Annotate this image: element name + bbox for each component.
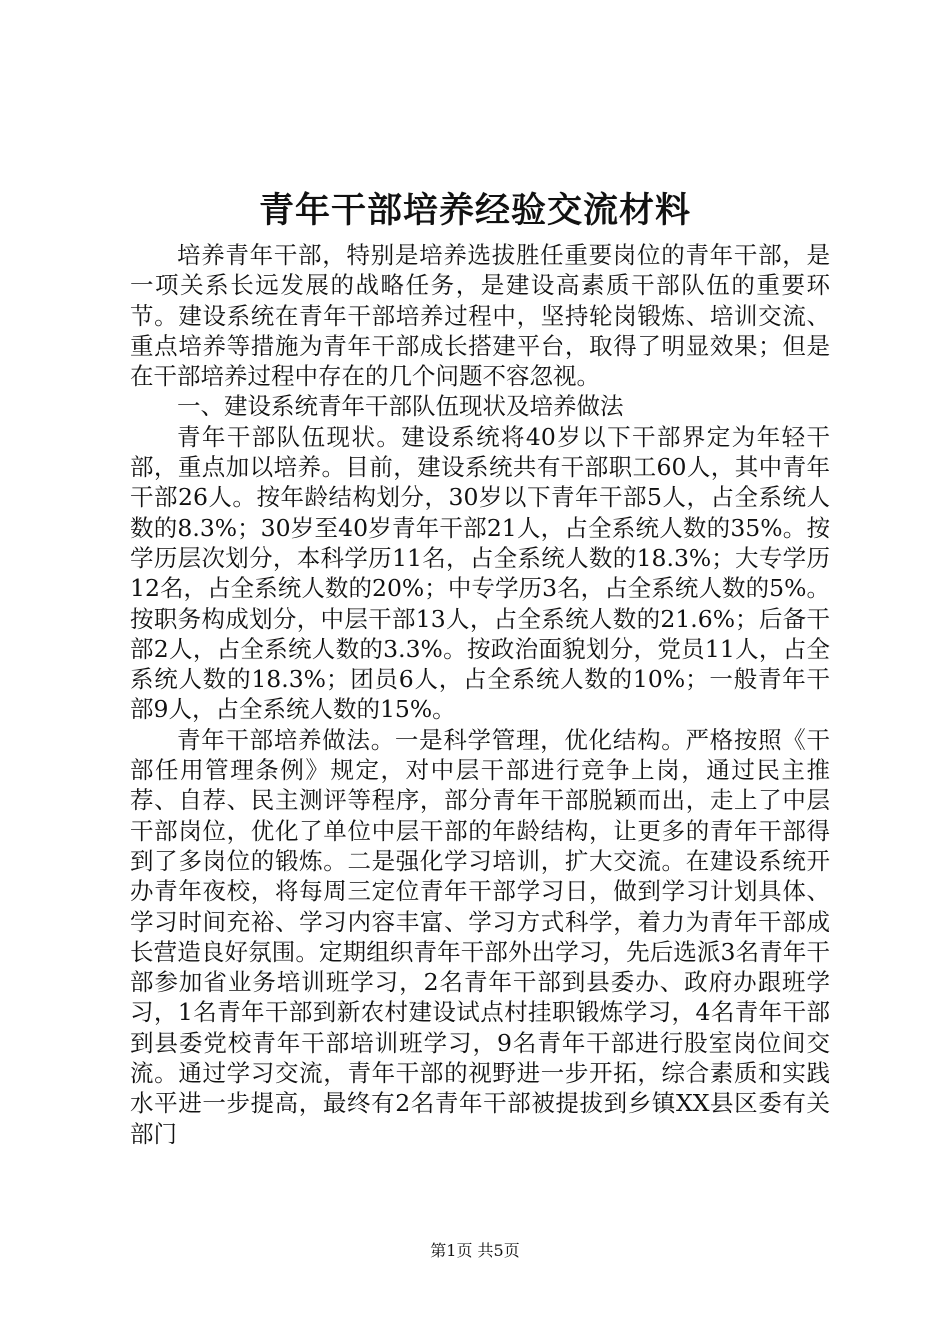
section-heading: 一、建设系统青年干部队伍现状及培养做法 [177, 392, 624, 421]
paragraph-status: 青年干部队伍现状。建设系统将40岁以下干部界定为年轻干部，重点加以培养。目前，建设系统共有干部职工60人，其中青年干部26人。按年龄结构划分，30岁以下青年干部5人，占全系统人数的8.3%；30岁至40岁青年干部21人，占全系统人数的35%。按学历层次划分，本科学历11名，占全系统人数的18.3%；大专学历12名，占全系统人数的20%；中专学历3名，占全系统人数的5%。按职务构成划分，中层干部13人，占全系统人数的21.6%；后备干部2人，占全系统人数的3.3%。按政治面貌划分，党员11人，占全系统人数的18.3%；团员6人，占全系统人数的10%；一般青年干部9人，占全系统人数的15%。 [130, 422, 830, 724]
paragraph-practice: 青年干部培养做法。一是科学管理，优化结构。严格按照《干部任用管理条例》规定，对中层干部进行竞争上岗，通过民主推荐、自荐、民主测评等程序，部分青年干部脱颖而出，走上了中层干部岗位，优化了单位中层干部的年龄结构，让更多的青年干部得到了多岗位的锻炼。二是强化学习培训，扩大交流。在建设系统开办青年夜校，将每周三定位青年干部学习日，做到学习计划具体、学习时间充裕、学习内容丰富、学习方式科学，着力为青年干部成长营造良好氛围。定期组织青年干部外出学习，先后选派3名青年干部参加省业务培训班学习，2名青年干部到县委办、政府办跟班学习，1名青年干部到新农村建设试点村挂职锻炼学习，4名青年干部到县委党校青年干部培训班学习，9名青年干部进行股室岗位间交流。通过学习交流，青年干部的视野进一步开拓，综合素质和实践水平进一步提高，最终有2名青年干部被提拔到乡镇XX县区委有关部门 [130, 725, 830, 1148]
document-title: 青年干部培养经验交流材料 [258, 190, 691, 231]
paragraph-intro: 培养青年干部，特别是培养选拔胜任重要岗位的青年干部，是一项关系长远发展的战略任务，是建设高素质干部队伍的重要环节。建设系统在青年干部培养过程中，坚持轮岗锻炼、培训交流、重点培养等措施为青年干部成长搭建平台，取得了明显效果；但是在干部培养过程中存在的几个问题不容忽视。 [130, 241, 830, 391]
document-body [130, 240, 830, 1149]
page-number-footer: 第1页 共5页 [430, 1241, 520, 1260]
